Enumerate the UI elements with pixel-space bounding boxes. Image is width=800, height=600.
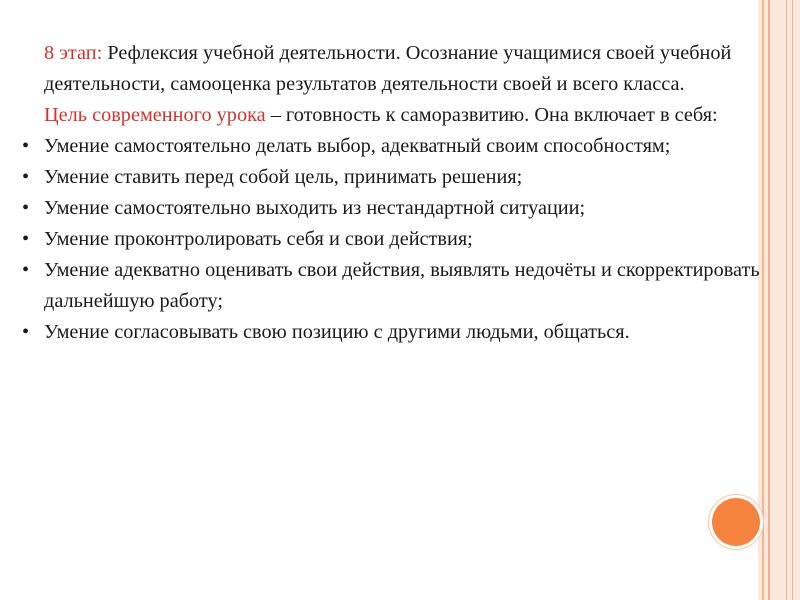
slide-content	[22, 38, 767, 348]
skills-list	[22, 131, 767, 348]
list-item	[22, 224, 767, 255]
list-item	[22, 255, 767, 317]
list-item	[22, 162, 767, 193]
bullet-icon: •	[22, 321, 30, 343]
list-item-text: Умение ставить перед собой цель, принимать решения;	[44, 166, 523, 188]
bullet-icon: •	[22, 228, 30, 250]
bullet-icon: •	[22, 135, 30, 157]
list-item-text: Умение адекватно оценивать свои действия, выявлять недочёты и скорректировать дальнейшую работу;	[44, 259, 760, 312]
list-item-text: Умение самостоятельно делать выбор, адекватный своим способностям;	[44, 135, 671, 157]
stage-paragraph	[22, 38, 767, 100]
list-item	[22, 317, 767, 348]
stage-text: Рефлексия учебной деятельности. Осознание учащимися своей учебной деятельности, самооценка результатов деятельности своей и всего класса.	[44, 42, 732, 95]
list-item	[22, 193, 767, 224]
list-item	[22, 131, 767, 162]
orange-circle-decoration	[712, 498, 760, 546]
list-item-text: Умение согласовывать свою позицию с другими людьми, общаться.	[44, 321, 630, 343]
list-item-text: Умение проконтролировать себя и свои действия;	[44, 228, 473, 250]
bullet-icon: •	[22, 259, 30, 281]
bullet-icon: •	[22, 197, 30, 219]
stage-label: 8 этап:	[44, 42, 103, 64]
list-item-text: Умение самостоятельно выходить из нестандартной ситуации;	[44, 197, 586, 219]
goal-label: Цель современного урока	[44, 104, 266, 126]
goal-paragraph	[22, 100, 767, 131]
bullet-icon: •	[22, 166, 30, 188]
goal-text: – готовность к саморазвитию. Она включает в себя:	[265, 104, 718, 126]
